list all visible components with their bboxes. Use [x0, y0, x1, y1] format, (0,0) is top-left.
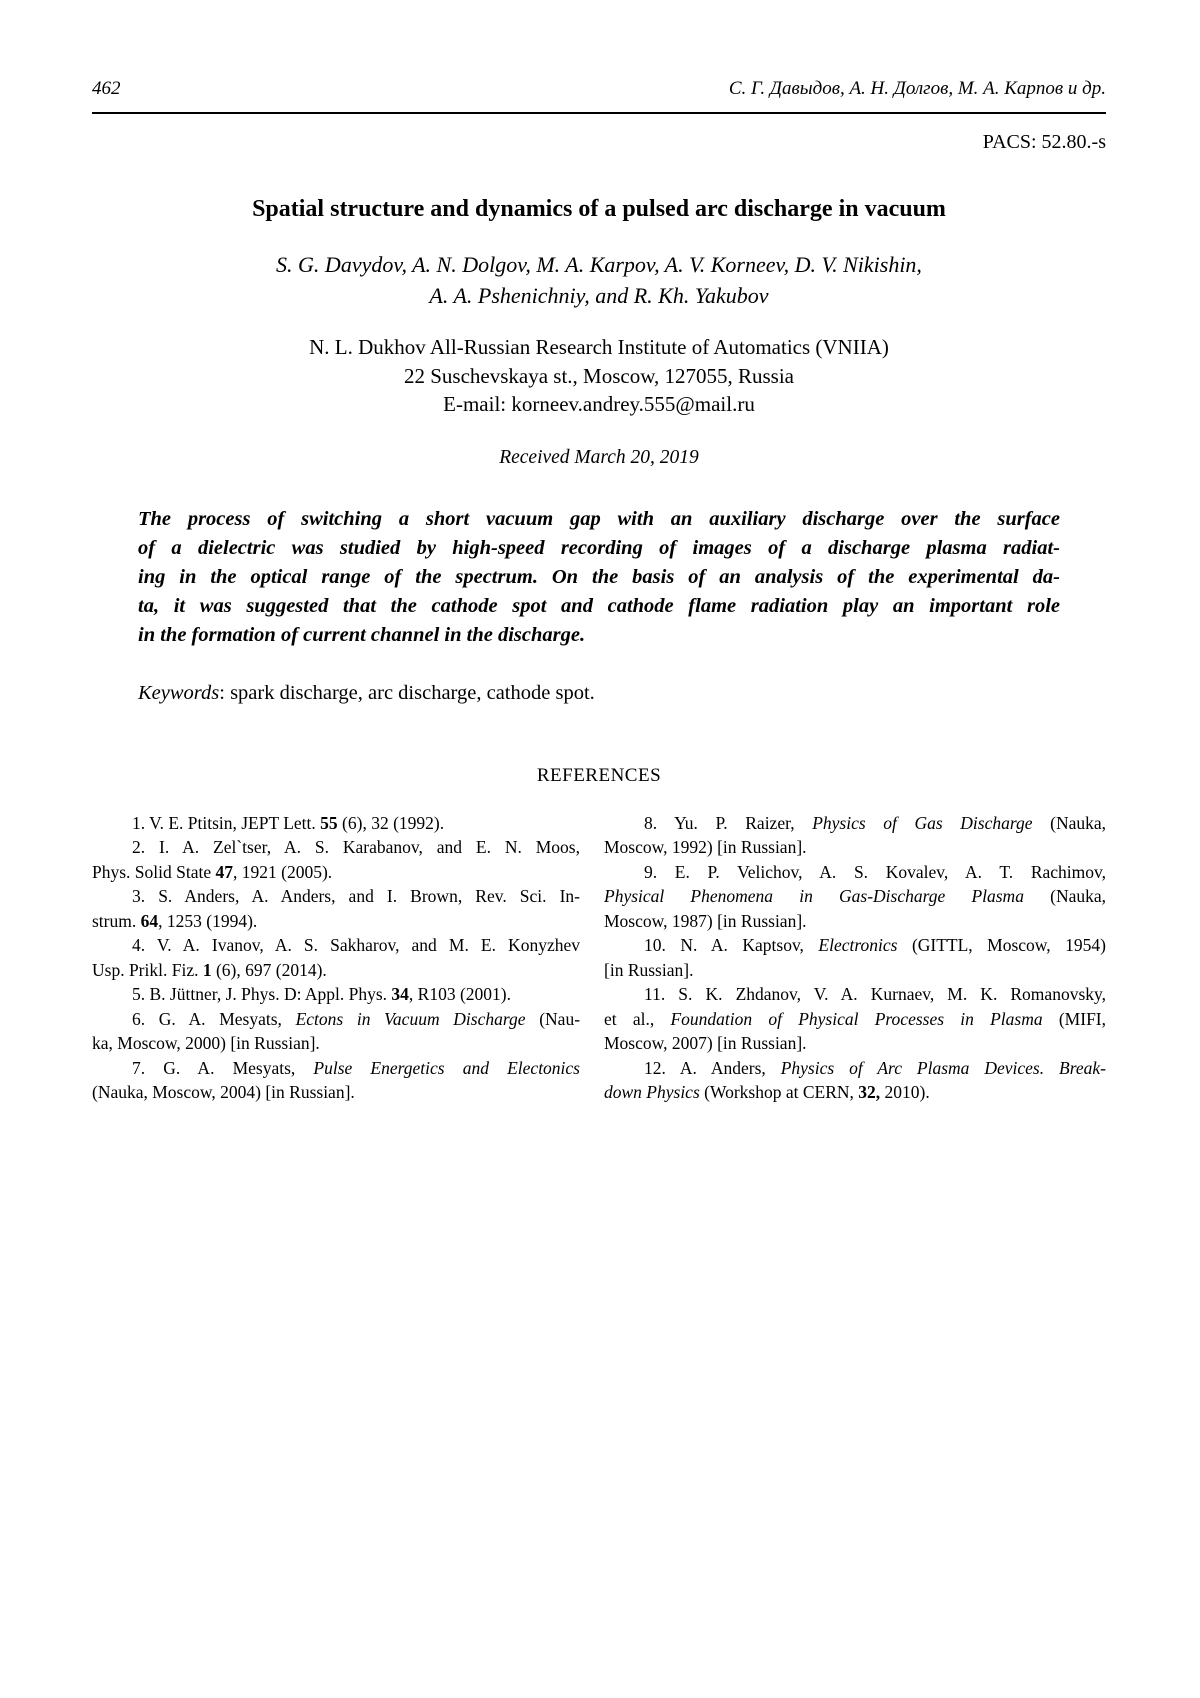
reference-item	[604, 1056, 1106, 1105]
reference-line	[604, 909, 1106, 934]
reference-item	[92, 1007, 580, 1056]
reference-item	[92, 982, 580, 1007]
email-line: E-mail: korneev.andrey.555@mail.ru	[443, 392, 755, 416]
reference-text-segment: 7. G. A. Mesyats,	[132, 1057, 314, 1078]
references-heading: REFERENCES	[536, 764, 662, 786]
reference-text-segment: (Workshop at CERN,	[699, 1082, 859, 1102]
author-list	[92, 249, 1106, 311]
reference-line	[92, 982, 580, 1007]
keywords-label: Keywords	[138, 681, 220, 704]
reference-text-segment: Electronics	[818, 935, 898, 955]
reference-item	[604, 860, 1106, 934]
reference-text-segment: 4. V. A. Ivanov, A. S. Sakharov, and M. E. Konyzhev	[132, 935, 580, 955]
reference-line	[92, 1080, 580, 1105]
reference-text-segment: (Nauka,	[1032, 812, 1106, 833]
reference-text-segment: 1. V. E. Ptitsin, JEPT Lett.	[132, 812, 321, 833]
affiliation-line: N. L. Dukhov All-Russian Research Institute of Automatics (VNIIA)	[309, 335, 889, 359]
reference-item	[92, 933, 580, 982]
reference-text-segment: 12. A. Anders,	[644, 1057, 781, 1078]
header-rule	[92, 112, 1106, 114]
reference-line	[92, 933, 580, 958]
reference-item	[92, 884, 580, 933]
reference-text-segment: (Nauka,	[1023, 886, 1106, 906]
reference-text-segment: (Nau-	[525, 1008, 581, 1029]
reference-text-segment: (6), 32 (1992).	[337, 812, 445, 833]
reference-text-segment: 6. G. A. Mesyats,	[132, 1008, 296, 1029]
reference-text-segment: 1	[202, 959, 212, 980]
reference-text-segment: 9. E. P. Velichov, A. S. Kovalev, A. T. Rachimov,	[644, 861, 1106, 882]
reference-text-segment: Moscow, 2007) [in Russian].	[604, 1033, 807, 1053]
reference-item	[92, 835, 580, 884]
reference-line	[604, 958, 1106, 983]
abstract	[138, 505, 1060, 650]
reference-line	[604, 982, 1106, 1007]
reference-text-segment: 47	[215, 861, 233, 882]
reference-text-segment: , R103 (2001).	[408, 984, 511, 1004]
reference-line	[604, 884, 1106, 909]
reference-line	[604, 1080, 1106, 1105]
reference-line	[604, 933, 1106, 958]
abstract-line: ing in the optical range of the spectrum. On the basis of an analysis of the experimental da-	[138, 565, 1060, 588]
affiliation-line: 22 Suschevskaya st., Moscow, 127055, Russia	[403, 363, 795, 388]
reference-text-segment: [in Russian].	[604, 959, 694, 980]
reference-text-segment: 55	[320, 812, 338, 833]
reference-line	[92, 958, 580, 983]
reference-line	[92, 860, 580, 885]
references-column-left	[92, 811, 580, 1105]
reference-text-segment: 64	[140, 910, 159, 931]
reference-text-segment: ka, Moscow, 2000) [in Russian].	[92, 1033, 320, 1053]
reference-line	[92, 909, 580, 934]
reference-line	[92, 1031, 580, 1056]
reference-text-segment: 3. S. Anders, A. Anders, and I. Brown, Rev. Sci. In-	[132, 886, 580, 906]
reference-text-segment: Moscow, 1987) [in Russian].	[604, 910, 807, 931]
reference-line	[604, 1031, 1106, 1056]
reference-text-segment: Moscow, 1992) [in Russian].	[604, 837, 807, 857]
abstract-line: of a dielectric was studied by high-speed recording of images of a discharge plasma radiat-	[138, 536, 1060, 559]
reference-line	[604, 811, 1106, 836]
reference-line	[604, 1007, 1106, 1032]
received-line: Received March 20, 2019	[499, 446, 699, 468]
reference-text-segment: 34	[391, 984, 409, 1004]
reference-text-segment: (GITTL, Moscow, 1954)	[897, 935, 1106, 955]
reference-text-segment: Ectons in Vacuum Discharge	[295, 1008, 526, 1029]
paper-title: Spatial structure and dynamics of a pulsed arc discharge in vacuum	[252, 196, 946, 222]
abstract-line: ta, it was suggested that the cathode spot and cathode flame radiation play an important role	[138, 594, 1060, 617]
reference-text-segment: , 1921 (2005).	[233, 861, 333, 882]
running-head-authors: С. Г. Давыдов, А. Н. Долгов, М. А. Карпов и др.	[728, 78, 1106, 99]
reference-line	[92, 811, 580, 836]
page-number: 462	[92, 78, 121, 99]
reference-line	[92, 1056, 580, 1081]
references	[92, 811, 1106, 1105]
reference-text-segment: (Nauka, Moscow, 2004) [in Russian].	[92, 1082, 355, 1102]
keywords-line	[138, 682, 1060, 705]
reference-text-segment: Physical Phenomena in Gas-Discharge Plasma	[604, 886, 1024, 906]
reference-text-segment: Usp. Prikl. Fiz.	[92, 959, 203, 980]
affiliation-block	[92, 333, 1106, 419]
keywords-text: : spark discharge, arc discharge, cathode spot.	[219, 681, 595, 704]
pacs-line: PACS: 52.80.-s	[982, 131, 1106, 153]
reference-text-segment: Pulse Energetics and Electonics	[313, 1057, 580, 1078]
abstract-line: The process of switching a short vacuum gap with an auxiliary discharge over the surface	[138, 507, 1060, 530]
authors-line: S. G. Davydov, A. N. Dolgov, M. A. Karpov, A. V. Korneev, D. V. Nikishin,	[276, 252, 922, 277]
reference-text-segment: (6), 697 (2014).	[211, 959, 327, 980]
reference-text-segment: strum.	[92, 910, 141, 931]
reference-item	[604, 933, 1106, 982]
reference-text-segment: 10. N. A. Kaptsov,	[644, 935, 819, 955]
reference-text-segment: 2. I. A. Zel`tser, A. S. Karabanov, and E. N. Moos,	[132, 837, 580, 857]
reference-text-segment: 8. Yu. P. Raizer,	[644, 812, 813, 833]
reference-line	[604, 835, 1106, 860]
reference-line	[92, 1007, 580, 1032]
reference-text-segment: down Physics	[604, 1082, 700, 1102]
reference-line	[604, 860, 1106, 885]
reference-item	[92, 1056, 580, 1105]
reference-line	[92, 884, 580, 909]
reference-line	[604, 1056, 1106, 1081]
reference-text-segment: et al.,	[604, 1008, 671, 1029]
reference-text-segment: , 1253 (1994).	[158, 910, 258, 931]
reference-text-segment: Phys. Solid State	[92, 861, 216, 882]
authors-line: A. A. Pshenichniy, and R. Kh. Yakubov	[429, 283, 769, 308]
reference-item	[604, 982, 1106, 1056]
reference-text-segment: Foundation of Physical Processes in Plasma	[670, 1008, 1043, 1029]
references-column-right	[604, 811, 1106, 1105]
page-header	[92, 78, 1106, 100]
reference-line	[92, 835, 580, 860]
reference-text-segment: Physics of Gas Discharge	[812, 812, 1033, 833]
reference-text-segment: 5. B. Jüttner, J. Phys. D: Appl. Phys.	[132, 984, 392, 1004]
reference-item	[92, 811, 580, 836]
reference-item	[604, 811, 1106, 860]
reference-text-segment: Physics of Arc Plasma Devices. Break-	[780, 1057, 1106, 1078]
abstract-line: in the formation of current channel in the discharge.	[138, 623, 586, 646]
reference-text-segment: (MIFI,	[1042, 1008, 1107, 1029]
reference-text-segment: 32,	[858, 1082, 881, 1102]
reference-text-segment: 11. S. K. Zhdanov, V. A. Kurnaev, M. K. Romanovsky,	[644, 984, 1106, 1004]
reference-text-segment: 2010).	[880, 1082, 930, 1102]
